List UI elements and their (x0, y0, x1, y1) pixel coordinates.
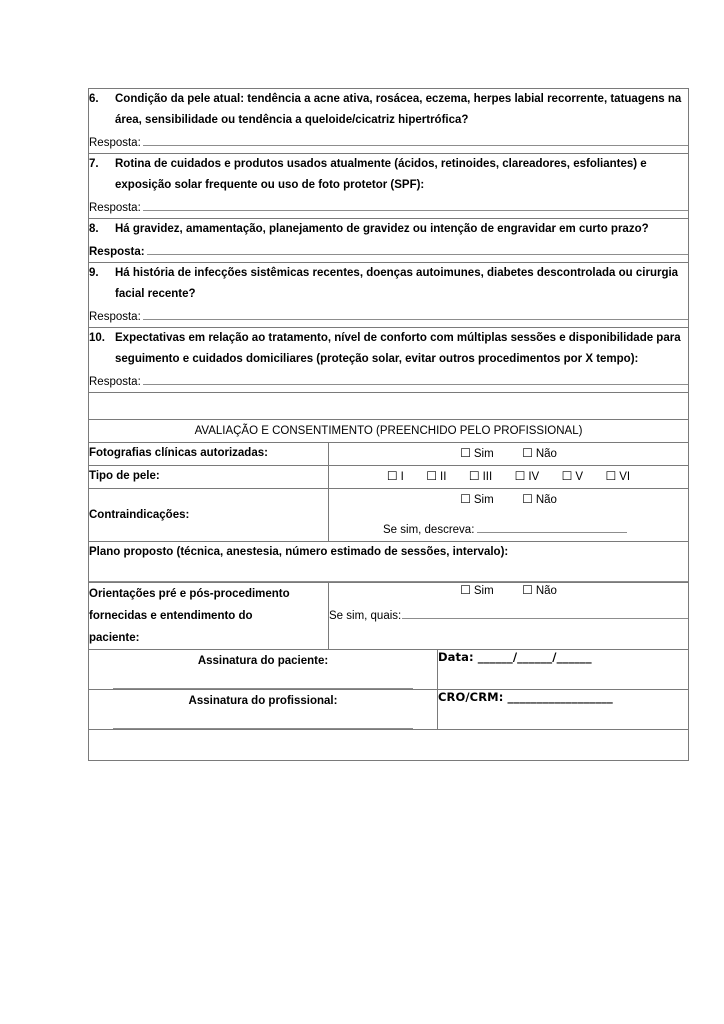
data-field-label: Data: (438, 650, 474, 664)
tipo-pele-option-i-label: I (400, 471, 404, 483)
question-7-number: 7. (89, 158, 99, 170)
tipo-pele-label: Tipo de pele: (89, 466, 329, 489)
question-9-answer-label: Resposta: (89, 311, 141, 323)
question-7-answer-label: Resposta: (89, 202, 141, 214)
assinatura-paciente-input[interactable] (113, 674, 413, 689)
contraindicacoes-checkbox-nao[interactable] (522, 489, 557, 511)
orientacoes-value-cell (329, 583, 689, 650)
tipo-pele-checkbox-v[interactable] (562, 466, 583, 488)
plano-proposto-input[interactable] (89, 566, 688, 582)
tipo-pele-checkbox-group[interactable] (329, 466, 688, 488)
question-7-answer-row[interactable] (89, 197, 688, 218)
contraindicacoes-label: Contraindicações: (89, 489, 329, 542)
question-6-answer-row[interactable] (89, 132, 688, 153)
contraindicacoes-describe-row[interactable] (329, 520, 688, 541)
orientacoes-checkbox-sim[interactable] (460, 583, 494, 597)
question-10-cell (89, 328, 689, 393)
table-row (89, 328, 689, 393)
assinatura-paciente-label: Assinatura do paciente: (197, 655, 329, 667)
table-row (89, 650, 689, 690)
orientacoes-checkbox-group[interactable] (329, 583, 688, 597)
tipo-pele-checkbox-vi[interactable] (605, 466, 630, 488)
question-8-text: Há gravidez, amamentação, planejamento de gravidez ou intenção de engravidar em curto prazo? (115, 223, 649, 235)
orientacoes-checkbox-nao[interactable] (522, 583, 557, 597)
question-7-text: Rotina de cuidados e produtos usados atualmente (ácidos, retinoides, clareadores, esfoliantes) e exposição solar frequente ou uso de foto protetor (SPF): (115, 158, 647, 191)
question-6-answer-label: Resposta: (89, 137, 141, 149)
assinatura-paciente-cell (89, 650, 438, 690)
question-9-answer-input[interactable] (143, 306, 688, 320)
table-row (89, 393, 689, 420)
contraindicacoes-describe-label: Se sim, descreva: (383, 524, 475, 536)
cro-crm-field-input[interactable]: __________________ (503, 690, 613, 704)
question-9-answer-row[interactable] (89, 306, 688, 327)
table-row (89, 730, 689, 761)
tipo-pele-option-ii-label: II (440, 471, 447, 483)
tipo-pele-checkbox-iii[interactable] (469, 466, 492, 488)
question-9-text: Há história de infecções sistêmicas recentes, doenças autoimunes, diabetes descontrolada ou cirurgia facial recente? (115, 267, 679, 300)
data-field-cell[interactable] (438, 650, 689, 690)
checkbox-icon: ☐ (460, 492, 471, 506)
contraindicacoes-value-cell (329, 489, 689, 542)
table-row (89, 542, 689, 583)
checkbox-icon: ☐ (561, 469, 573, 483)
question-9-cell (89, 263, 689, 328)
checkbox-icon: ☐ (522, 492, 533, 506)
question-10-answer-input[interactable] (143, 371, 688, 385)
checkbox-icon: ☐ (522, 446, 533, 460)
question-10-text: Expectativas em relação ao tratamento, nível de conforto com múltiplas sessões e disponibilidade para seguimento e cuidados domiciliares (proteção solar, evitar outros procedimentos por X tempo): (115, 332, 681, 365)
question-8-cell (89, 219, 689, 263)
table-row (89, 583, 689, 650)
tipo-pele-checkbox-ii[interactable] (426, 466, 446, 488)
question-7-cell (89, 154, 689, 219)
orientacoes-label-cell (89, 583, 329, 650)
fotografias-checkbox-group[interactable] (329, 443, 688, 465)
orientacoes-option-sim-label: Sim (473, 585, 494, 597)
contraindicacoes-checkbox-group[interactable] (329, 489, 688, 511)
table-row (89, 263, 689, 328)
tipo-pele-checkbox-iv[interactable] (515, 466, 540, 488)
table-row (89, 443, 689, 466)
fotografias-option-sim-label: Sim (473, 448, 494, 460)
bottom-empty-cell (89, 730, 689, 761)
orientacoes-label-line1: Orientações pré e pós-procedimento (89, 588, 290, 600)
orientacoes-option-nao-label: Não (535, 585, 557, 597)
fotografias-value-cell (329, 443, 689, 466)
tipo-pele-checkbox-i[interactable] (387, 466, 404, 488)
assinatura-profissional-label: Assinatura do profissional: (188, 695, 338, 707)
checkbox-icon: ☐ (468, 469, 480, 483)
question-10-number: 10. (89, 332, 105, 344)
question-8-number: 8. (89, 223, 99, 235)
checkbox-icon: ☐ (514, 469, 526, 483)
question-8-answer-input[interactable] (147, 241, 688, 255)
question-7-answer-input[interactable] (143, 197, 688, 211)
assinatura-profissional-input[interactable] (113, 714, 413, 729)
tipo-pele-value-cell (329, 466, 689, 489)
contraindicacoes-option-nao-label: Não (535, 494, 557, 506)
tipo-pele-option-iii-label: III (482, 471, 493, 483)
plano-proposto-label: Plano proposto (técnica, anestesia, número estimado de sessões, intervalo): (89, 546, 509, 558)
fotografias-option-nao-label: Não (535, 448, 557, 460)
anamnese-form-table (88, 88, 689, 761)
assinatura-profissional-cell (89, 690, 438, 730)
question-6-number: 6. (89, 93, 99, 105)
plano-proposto-cell (89, 542, 689, 583)
question-10-answer-label: Resposta: (89, 376, 141, 388)
tipo-pele-option-v-label: V (575, 471, 584, 483)
orientacoes-quais-input[interactable] (402, 606, 688, 619)
tipo-pele-option-vi-label: VI (619, 471, 631, 483)
question-8-answer-row[interactable] (89, 241, 688, 262)
table-row (89, 154, 689, 219)
table-row (89, 466, 689, 489)
fotografias-checkbox-sim[interactable] (460, 443, 494, 465)
fotografias-checkbox-nao[interactable] (522, 443, 557, 465)
cro-crm-field-label: CRO/CRM: (438, 690, 504, 704)
checkbox-icon: ☐ (386, 469, 398, 483)
fotografias-label: Fotografias clínicas autorizadas: (89, 443, 329, 466)
orientacoes-label-line2: fornecidas e entendimento do (89, 610, 253, 622)
orientacoes-quais-label: Se sim, quais: (329, 610, 402, 622)
question-10-answer-row[interactable] (89, 371, 688, 392)
contraindicacoes-describe-input[interactable] (477, 520, 627, 533)
section-header-cell: AVALIAÇÃO E CONSENTIMENTO (PREENCHIDO PELO PROFISSIONAL) (89, 420, 689, 443)
question-6-cell (89, 89, 689, 154)
cro-crm-field-cell[interactable] (438, 690, 689, 730)
contraindicacoes-option-sim-label: Sim (473, 494, 494, 506)
checkbox-icon: ☐ (426, 469, 438, 483)
contraindicacoes-checkbox-sim[interactable] (460, 489, 494, 511)
spacer-row-cell (89, 393, 689, 420)
checkbox-icon: ☐ (522, 583, 533, 597)
table-row (89, 420, 689, 443)
table-row (89, 89, 689, 154)
table-row (89, 219, 689, 263)
table-row (89, 690, 689, 730)
data-field-input[interactable]: ______/______/______ (473, 650, 592, 664)
checkbox-icon: ☐ (460, 583, 471, 597)
question-6-answer-input[interactable] (143, 132, 688, 146)
orientacoes-quais-row[interactable] (329, 606, 688, 622)
question-8-answer-label: Resposta: (89, 246, 145, 258)
question-6-text: Condição da pele atual: tendência a acne ativa, rosácea, eczema, herpes labial recorrente, tatuagens na área, sensibilidade ou tendência a queloide/cicatriz hipertrófica? (115, 93, 682, 126)
table-row (89, 489, 689, 542)
checkbox-icon: ☐ (605, 469, 617, 483)
question-9-number: 9. (89, 267, 99, 279)
orientacoes-label-line3: paciente: (89, 632, 140, 644)
checkbox-icon: ☐ (460, 446, 471, 460)
tipo-pele-option-iv-label: IV (528, 471, 540, 483)
